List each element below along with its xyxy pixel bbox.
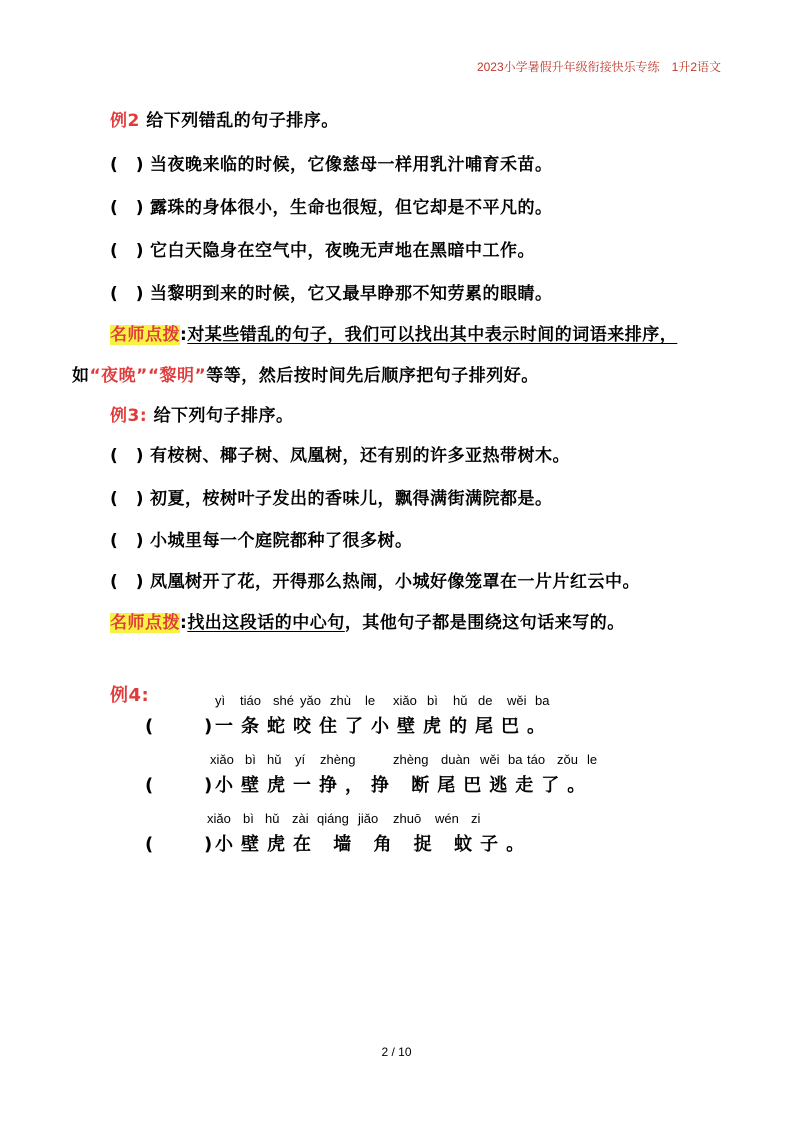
answer-blank[interactable]: ( ) <box>110 241 145 261</box>
pinyin-syllable: hǔ <box>267 752 282 767</box>
tip-text: 对某些错乱的句子，我们可以找出其中表示时间的词语来排序， <box>187 325 678 345</box>
sentence-row-3 <box>145 830 532 856</box>
example-4-label-text: 例4: <box>110 685 150 706</box>
tip-keyword: “夜晚” <box>89 366 148 386</box>
example-2-instruction: 给下列错乱的句子排序。 <box>146 111 339 131</box>
example-3-tip <box>110 608 625 633</box>
item-text: 当夜晚来临的时候，它像慈母一样用乳汁哺育禾苗。 <box>150 155 553 175</box>
pinyin-syllable: duàn <box>441 752 470 767</box>
pinyin-syllable: xiǎo <box>207 811 231 826</box>
example-2-item-1 <box>110 150 553 175</box>
tip-text: 等等，然后按时间先后顺序把句子排列好。 <box>206 366 539 386</box>
answer-blank[interactable]: ( ) <box>110 198 145 218</box>
pinyin-syllable: ba <box>508 752 523 767</box>
sentence-text: 一条蛇咬住了小壁虎的尾巴。 <box>215 716 553 737</box>
page-header: 2023小学暑假升年级衔接快乐专练 1升2语文 <box>476 60 721 74</box>
example-2-tip-line-1 <box>110 320 677 345</box>
answer-blank[interactable]: ( ) <box>110 489 145 509</box>
pinyin-syllable: hǔ <box>265 811 280 826</box>
page-number: 2 / 10 <box>381 1045 412 1059</box>
pinyin-syllable: táo <box>527 752 546 767</box>
pinyin-syllable: le <box>365 693 376 708</box>
tip-colon: : <box>180 325 188 345</box>
pinyin-syllable: qiáng <box>317 811 349 826</box>
item-text: 初夏，桉树叶子发出的香味儿，飘得满街满院都是。 <box>150 489 553 509</box>
tip-text: ，其他句子都是围绕这句话来写的。 <box>344 613 625 633</box>
example-2-item-3 <box>110 236 535 261</box>
item-text: 露珠的身体很小，生命也很短，但它却是不平凡的。 <box>150 198 553 218</box>
pinyin-syllable: bì <box>243 811 254 826</box>
pinyin-syllable: tiáo <box>240 693 261 708</box>
pinyin-syllable: wěi <box>480 752 500 767</box>
pinyin-syllable: yì <box>215 693 226 708</box>
answer-blank[interactable]: ( ) <box>145 834 221 855</box>
answer-blank[interactable]: ( ) <box>110 531 145 551</box>
item-text: 它白天隐身在空气中，夜晚无声地在黑暗中工作。 <box>150 241 535 261</box>
example-3-item-1 <box>110 441 570 466</box>
answer-blank[interactable]: ( ) <box>110 446 145 466</box>
pinyin-syllable: ba <box>535 693 550 708</box>
example-2-item-2 <box>110 193 553 218</box>
tip-text: 如 <box>72 366 90 386</box>
sentence-row-2 <box>145 771 593 797</box>
pinyin-syllable: jiǎo <box>358 811 379 826</box>
pinyin-syllable: zhèng <box>393 752 429 767</box>
pinyin-syllable: zhèng <box>320 752 356 767</box>
pinyin-syllable: bì <box>427 693 438 708</box>
pinyin-syllable: bì <box>245 752 256 767</box>
answer-blank[interactable]: ( ) <box>145 775 221 796</box>
pinyin-syllable: zi <box>471 811 481 826</box>
example-3-instruction: 给下列句子排序。 <box>153 406 294 426</box>
pinyin-syllable: hǔ <box>453 693 468 708</box>
sentence-text: 小壁虎一挣，挣 断尾巴逃走了。 <box>215 775 594 796</box>
example-3-item-2 <box>110 484 553 509</box>
example-3-label: 例3: <box>110 406 148 426</box>
pinyin-syllable: zài <box>292 811 309 826</box>
item-text: 当黎明到来的时候，它又最早睁那不知劳累的眼睛。 <box>150 284 553 304</box>
example-4-label <box>110 681 149 707</box>
tip-underlined-text: 找出这段话的中心句 <box>187 613 345 633</box>
pinyin-syllable: wěi <box>507 693 527 708</box>
pinyin-syllable: wén <box>435 811 459 826</box>
example-2-heading <box>110 106 339 131</box>
tip-label: 名师点拨 <box>110 613 180 633</box>
answer-blank[interactable]: ( ) <box>110 572 145 592</box>
example-2-item-4 <box>110 279 553 304</box>
example-3-item-4 <box>110 567 640 592</box>
example-2-tip-line-2 <box>72 361 539 386</box>
example-2-label: 例2 <box>110 111 140 131</box>
item-text: 凤凰树开了花，开得那么热闹，小城好像笼罩在一片片红云中。 <box>150 572 640 592</box>
sentence-text: 小壁虎在 墙 角 捉 蚊子。 <box>215 834 533 855</box>
pinyin-syllable: yǎo <box>300 693 321 708</box>
example-3-heading <box>110 401 294 426</box>
pinyin-syllable: xiǎo <box>210 752 234 767</box>
pinyin-syllable: xiǎo <box>393 693 417 708</box>
pinyin-syllable: zhù <box>330 693 351 708</box>
item-text: 有桉树、椰子树、凤凰树，还有别的许多亚热带树木。 <box>150 446 570 466</box>
pinyin-syllable: zhuō <box>393 811 422 826</box>
answer-blank[interactable]: ( ) <box>110 284 145 304</box>
example-3-item-3 <box>110 526 413 551</box>
pinyin-syllable: zǒu <box>557 752 578 767</box>
tip-keyword: “黎明” <box>147 366 207 386</box>
tip-colon: : <box>180 613 188 633</box>
answer-blank[interactable]: ( ) <box>110 155 145 175</box>
sentence-row-1 <box>145 712 553 738</box>
pinyin-syllable: de <box>478 693 493 708</box>
pinyin-syllable: le <box>587 752 598 767</box>
tip-label: 名师点拨 <box>110 325 180 345</box>
answer-blank[interactable]: ( ) <box>145 716 221 737</box>
pinyin-syllable: shé <box>273 693 294 708</box>
pinyin-syllable: yí <box>295 752 306 767</box>
item-text: 小城里每一个庭院都种了很多树。 <box>150 531 413 551</box>
